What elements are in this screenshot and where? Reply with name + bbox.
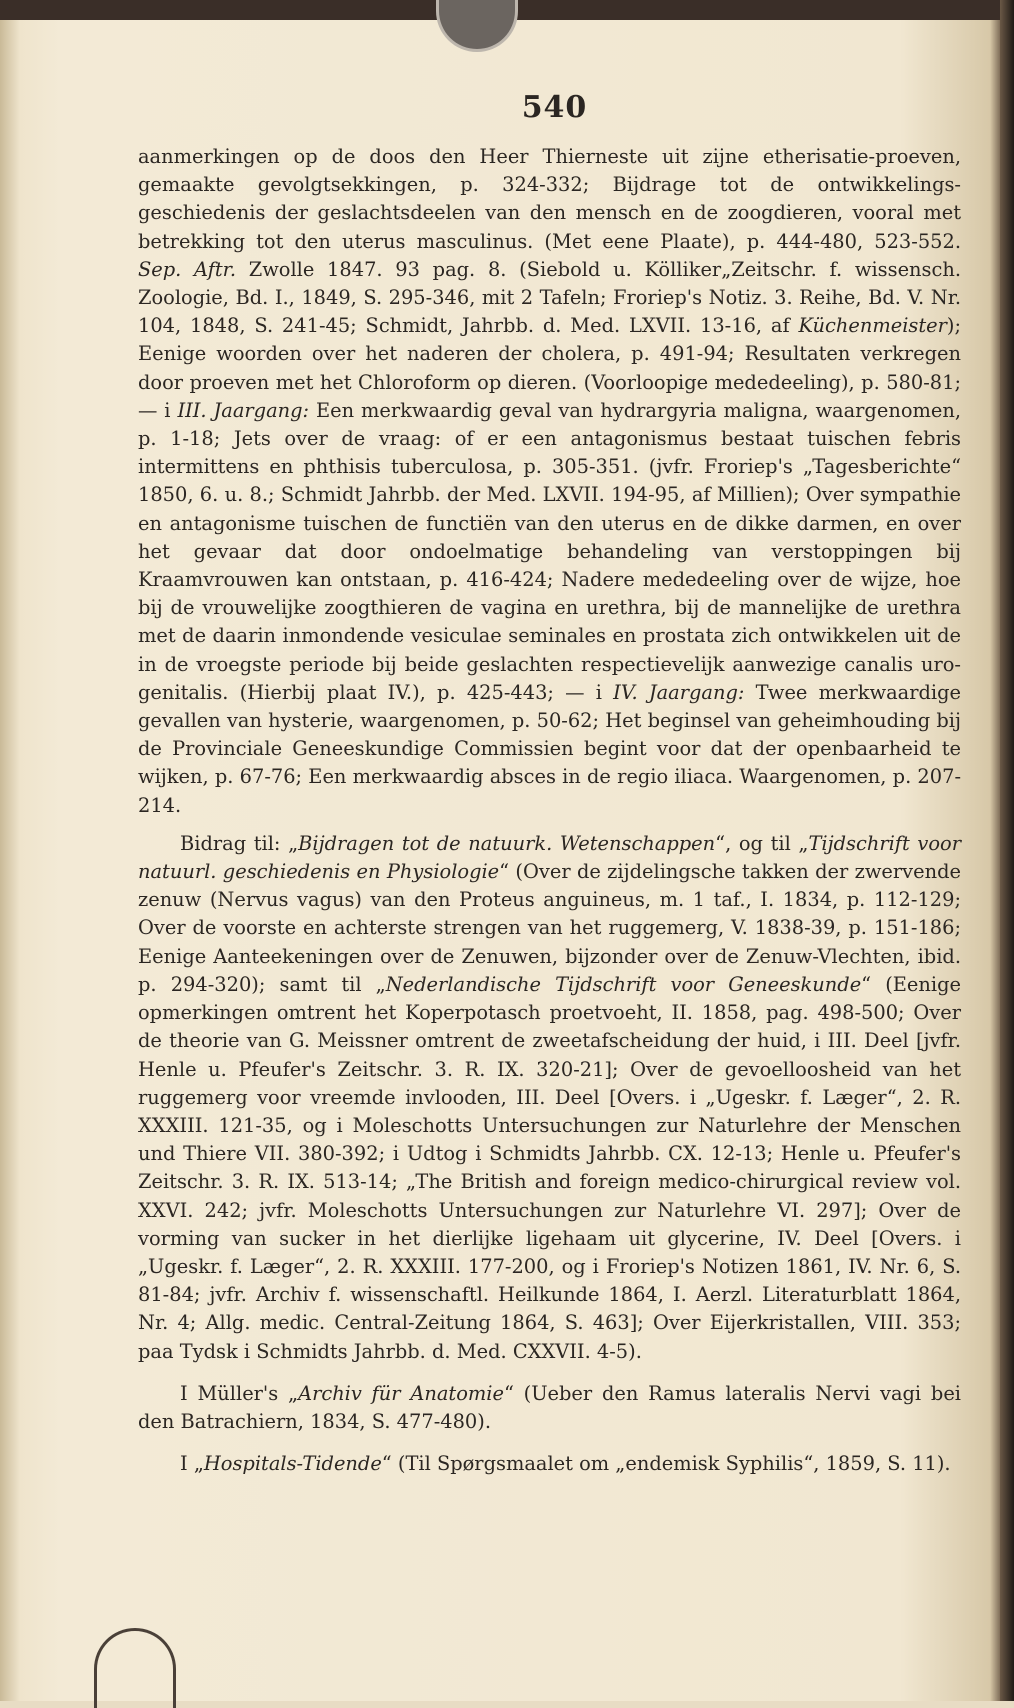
page-clip-bottom [94, 1628, 176, 1708]
body-text: Twee merkwaardige gevallen van hysterie, waargenomen, p. 50-62; Het beginsel van geheimhouding bij de Provinciale Geneeskundige Commissien begint voor dat der openbaarheid te wijken, p. 67-76; Een merkwaardig absces in de regio iliaca. Waargenomen, p. 207-214. [138, 680, 961, 817]
italic-title-text: Tijdschrift voor natuurl. geschiedenis en Physiologie [138, 831, 961, 884]
page-number: 540 [521, 90, 588, 125]
body-text: “ (Over de zijdelingsche takken der zwervende zenuw (Nervus vagus) van den Proteus anguineus, m. 1 taf., I. 1834, p. 112-129; Over de voorste en achterste strengen van het ruggemerg, V. 1838-39, p. 151-186; Eenige Aanteekeningen over de Zenuwen, bijzonder over de Zenuw-Vlechten, ibid. p. 294-320); samt til „ [138, 860, 961, 996]
body-text: “ (Eenige opmerkingen omtrent het Koperpotasch proetvoeht, II. 1858, pag. 498-500; Over de theorie van G. Meissner omtrent de zweetafscheidung der huid, i III. Deel [jvfr. Henle u. Pfeufer's Zeitschr. 3. R. IX. 320-21]; Over de gevoelloosheid van het ruggemerg voor vreemde invlooden, III. Deel [Overs. i „Ugeskr. f. Læger“, 2. R. XXXIII. 121-35, og i Moleschotts Untersuchungen zur Naturlehre der Menschen und Thiere VII. 380-392; i Udtog i Schmidts Jahrbb. CX. 12-13; Henle u. Pfeufer's Zeitschr. 3. R. IX. 513-14; „The British and foreign medico-chirurgical review vol. XXVI. 242; jvfr. Moleschotts Untersuchungen zur Naturlehre VI. 297]; Over de vorming van sucker in het dierlijke ligehaam uit glycerine, IV. Deel [Overs. i „Ugeskr. f. Læger“, 2. R. XXXIII. 177-200, og i Froriep's Notizen 1861, IV. Nr. 6, S. 81-84; jvfr. Archiv f. wissenschaftl. Heilkunde 1864, I. Aerzl. Literaturblatt 1864, Nr. 4; Allg. medic. Central-Zeitung 1864, S. 463]; Over Eijerkristallen, VIII. 353; paa Tydsk i Schmidts Jahrbb. d. Med. CXXVII. 4-5). [138, 972, 961, 1363]
body-text: Zwolle 1847. 93 pag. 8. (Siebold u. Kölliker„Zeitschr. f. wissensch. Zoologie, Bd. I., 1849, S. 295-346, mit 2 Tafeln; Froriep's Notiz. 3. Reihe, Bd. V. Nr. 104, 1848, S. 241-45; Schmidt, Jahrbb. d. Med. LXVII. 13-16, af [138, 257, 962, 338]
body-text: I Müller's „ [180, 1381, 299, 1405]
italic-title-text: Bijdragen tot de natuurk. Wetenschappen [298, 831, 716, 855]
italic-title-text: Küchenmeister [798, 314, 947, 338]
body-text: Een merkwaardig geval van hydrargyria maligna, waargenomen, p. 1-18; Jets over de vraag: of er een antagonismus bestaat tuischen febris intermittens en phthisis tuberculosa, p. 305-351. (jvfr. Froriep's „Tagesberichte“ 1850, 6. u. 8.; Schmidt Jahrbb. der Med. LXVII. 194-95, af Millien); Over sympathie en antagonisme tuischen de functiën van den uterus en de dikke darmen, en over het gevaar dat door ondoelmatige behandeling van verstoppingen bij Kraamvrouwen kan ontstaan, p. 416-424; Nadere mededeeling over de wijze, hoe bij de vrouwelijke zoogthieren de vagina en urethra, bij de mannelijke de urethra met de daarin inmondende vesiculae seminales en prostata zich ontwikkelen uit de in de vroegste periode bij beide geslachten respectievelijk aanwezige canalis uro-genitalis. (Hierbij plaat IV.), p. 425-443; — i [138, 398, 962, 704]
body-text: ); Eenige woorden over het naderen der cholera, p. 491-94; Resultaten verkregen door proeven met het Chloroform op dieren. (Voorloopige mededeeling), p. 580-81; — i [138, 314, 961, 422]
paragraph-contributions [138, 830, 961, 1366]
body-text: aanmerkingen op de doos den Heer Thierneste uit zijne etherisatie-proeven, gemaakte gevolgtsekkingen, p. 324-332; Bijdrage tot de ontwikkelings-geschiedenis der geslachtsdeelen van den mensch en de zoogdieren, vooral met betrekking tot den uterus masculinus. (Met eene Plaate), p. 444-480, 523-552. [138, 145, 961, 253]
body-text: “, og til „ [715, 831, 809, 855]
italic-title-text: IV. Jaargang: [613, 680, 745, 704]
body-text: I „ [180, 1452, 204, 1476]
italic-title-text: Hospitals-Tidende [203, 1452, 382, 1476]
body-text: Bidrag til: „ [180, 831, 299, 855]
italic-title-text: III. Jaargang: [177, 398, 310, 422]
paragraph-bibliography-continued [138, 143, 961, 820]
book-spine-edge [1000, 0, 1014, 1701]
body-text: “ (Til Spørgsmaalet om „endemisk Syphilis“, 1859, S. 11). [381, 1452, 951, 1476]
italic-title-text: Sep. Aftr. [138, 257, 236, 281]
paragraph-hospitals-tidende [138, 1450, 961, 1478]
document-page [138, 90, 961, 1478]
paragraph-muller-archiv [138, 1380, 961, 1436]
italic-title-text: Nederlandische Tijdschrift voor Geneeskunde [385, 972, 862, 996]
italic-title-text: Archiv für Anatomie [298, 1381, 504, 1405]
body-text: “ (Ueber den Ramus lateralis Nervi vagi bei den Batrachiern, 1834, S. 477-480). [138, 1381, 961, 1433]
